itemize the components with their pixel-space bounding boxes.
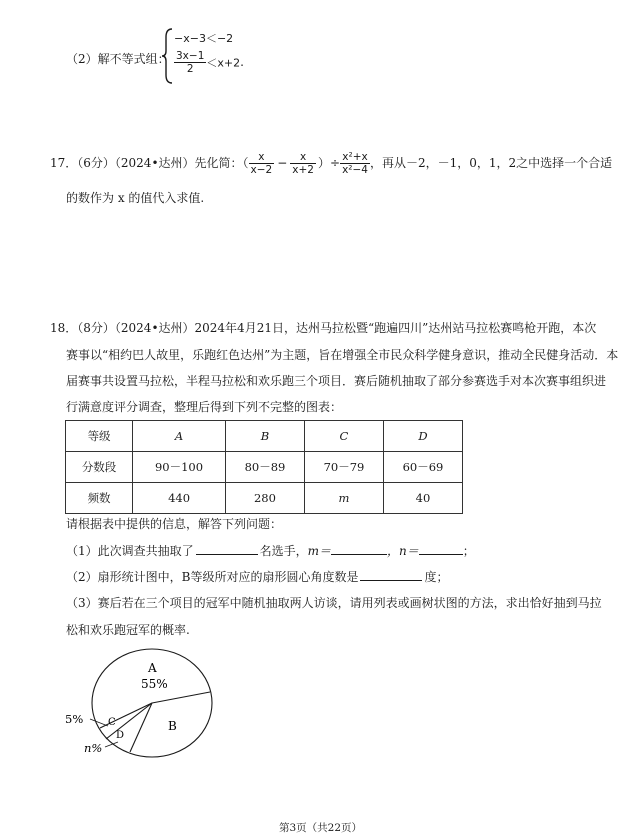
q18-line3: 届赛事共设置马拉松，半程马拉松和欢乐跑三个项目．赛后随机抽取了部分参赛选手对本次赛事组织进: [66, 374, 607, 388]
ineq2-denominator: 2: [186, 63, 194, 75]
table-cell: 80－89: [225, 452, 304, 483]
q18-sub3-line1: （3）赛后若在三个项目的冠军中随机抽取两人访谈，请用列表或画树状图的方法，求出恰好抽到马拉: [66, 596, 602, 610]
sub1-text-b: 名选手，: [259, 544, 308, 558]
frac2-den: x+2: [292, 163, 314, 176]
table-cell: A: [133, 421, 226, 452]
q17-lead: 17．（6分）（2024•达州）先化简：（: [50, 156, 249, 170]
pie-divider-db: [130, 703, 152, 752]
page-footer: 第3页（共22页）: [278, 822, 363, 834]
table-cell: 分数段: [66, 452, 133, 483]
table-cell: m: [304, 483, 383, 514]
pie-figure: [60, 648, 230, 766]
pie-divider-a: [152, 692, 210, 703]
pie-pct-d: n%: [84, 741, 103, 755]
answer-blank-total[interactable]: [196, 542, 258, 555]
table-cell: 60－69: [383, 452, 462, 483]
frac3-num: x²+x: [340, 151, 370, 164]
table-cell: 等级: [66, 421, 133, 452]
table-cell: 90－100: [133, 452, 226, 483]
table-cell: B: [225, 421, 304, 452]
table-row: [66, 483, 463, 514]
sub2-text-b: 度；: [424, 570, 449, 584]
table-cell: 440: [133, 483, 226, 514]
sub2-text-a: （2）扇形统计图中，B等级所对应的扇形圆心角度数是: [66, 570, 359, 584]
pie-label-a: A: [148, 661, 157, 675]
table-cell: 70－79: [304, 452, 383, 483]
answer-blank-m[interactable]: [331, 542, 387, 555]
pie-pct-c: 5%: [65, 712, 84, 726]
q18-sub1: [66, 542, 475, 559]
table-row: [66, 452, 463, 483]
q18-line2: 赛事以“相约巴人故里，乐跑红色达州”为主题，旨在增强全市民众科学健身意识，推动全民健身活动．本: [66, 348, 619, 362]
q17-tail: ，再从－2，－1，0，1，2之中选择一个合适: [369, 156, 613, 170]
pie-label-d: D: [116, 730, 125, 741]
sub1-n-label: ，n＝: [387, 544, 419, 558]
q18-line1: 18．（8分）（2024•达州）2024年4月21日，达州马拉松暨“跑遍四川”达州站马拉松赛鸣枪开跑，本次: [50, 321, 597, 335]
frac1-den: x−2: [250, 163, 273, 176]
ineq2-relation: ＜x+2: [206, 56, 241, 70]
frac1-num: x: [249, 151, 275, 164]
frac2-num: x: [290, 151, 316, 164]
q18-prompt: 请根据表中提供的信息，解答下列问题：: [66, 517, 283, 531]
frac3-den: x²−4: [342, 163, 368, 176]
q17-line2: 的数作为 x 的值代入求值.: [66, 191, 205, 205]
table-row: [66, 421, 463, 452]
q18-line4: 行满意度评分调查，整理后得到下列不完整的图表：: [66, 400, 343, 414]
table-cell: C: [304, 421, 383, 452]
close-divide: ）÷: [318, 156, 341, 170]
q18-sub3-line2: 松和欢乐跑冠军的概率.: [66, 623, 190, 637]
q17-line1: [50, 148, 612, 178]
sub1-text-a: （1）此次调查共抽取了: [66, 544, 194, 558]
table-cell: 280: [225, 483, 304, 514]
sub1-end: ；: [462, 544, 475, 558]
pie-label-c: C: [108, 717, 116, 728]
table-cell: 40: [383, 483, 462, 514]
score-table: [65, 420, 463, 514]
minus-sign: −: [277, 156, 288, 170]
q18-sub2: [66, 568, 448, 585]
inequality-1: −x−3＜−2: [174, 32, 234, 45]
pie-label-b: B: [168, 719, 177, 733]
ineq-period: .: [240, 55, 244, 69]
leader-c: [90, 719, 108, 726]
table-cell: 频数: [66, 483, 133, 514]
answer-blank-n[interactable]: [419, 542, 463, 555]
answer-blank-angle[interactable]: [360, 568, 422, 581]
pie-pct-a: 55%: [141, 677, 168, 691]
sub1-m-label: m＝: [307, 544, 332, 558]
table-cell: D: [383, 421, 462, 452]
q16-label: （2）解不等式组：: [66, 52, 170, 66]
inequality-2: [174, 50, 244, 75]
ineq2-numerator: 3x−1: [176, 50, 205, 62]
